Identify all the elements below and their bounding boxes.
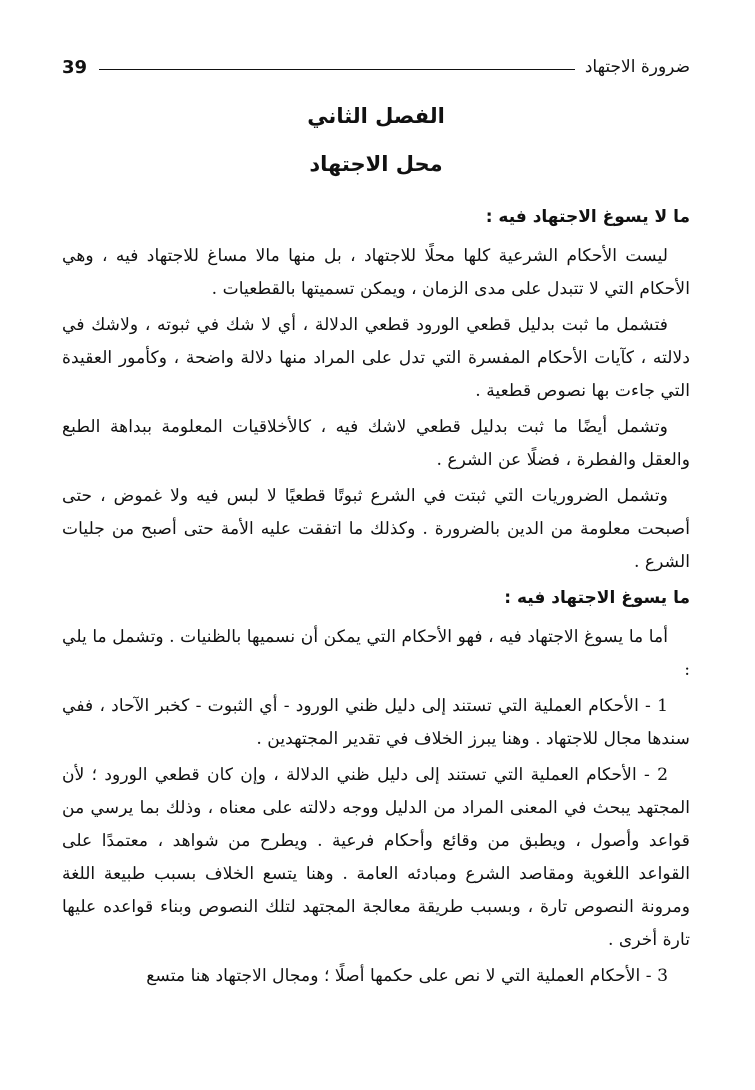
paragraph: ليست الأحكام الشرعية كلها محلًا للاجتهاد ، بل منها مالا مساغ للاجتهاد فيه ، وهي الأحكام التي لا تتبدل على مدى الزمان ، ويمكن تسميتها بالقطعيات . [62,246,690,299]
section-not-permissible [62,202,690,579]
section-heading: ما لا يسوغ الاجتهاد فيه : [485,207,690,227]
book-page [62,52,690,996]
chapter-subtitle: محل الاجتهاد [309,152,443,176]
paragraph: أما ما يسوغ الاجتهاد فيه ، فهو الأحكام التي يمكن أن نسميها بالظنيات . وتشمل ما يلي : [62,627,690,680]
running-header [62,52,690,82]
list-item: 1 - الأحكام العملية التي تستند إلى دليل ظني الورود - أي الثبوت - كخبر الآحاد ، ففي سندها مجال للاجتهاد . وهنا يبرز الخلاف في تقدير المجتهدين . [62,696,690,749]
page-number: 39 [62,56,88,78]
paragraph: وتشمل الضروريات التي ثبتت في الشرع ثبوتًا قطعيًا لا لبس فيه ولا غموض ، حتى أصبحت معلومة من الدين بالضرورة . وكذلك ما اتفقت عليه الأمة حتى أصبح من جليات الشرع . [62,486,690,572]
running-title: ضرورة الاجتهاد [584,57,690,77]
list-item: 3 - الأحكام العملية التي لا نص على حكمها أصلًا ؛ ومجال الاجتهاد هنا متسع [146,966,668,986]
header-rule [99,69,575,70]
paragraph: وتشمل أيضًا ما ثبت بدليل قطعي لاشك فيه ، كالأخلاقيات المعلومة ببداهة الطبع والعقل والفطرة ، فضلًا عن الشرع . [62,417,690,470]
chapter-title: الفصل الثاني [307,104,445,128]
list-item: 2 - الأحكام العملية التي تستند إلى دليل ظني الدلالة ، وإن كان قطعي الورود ؛ لأن المجتهد يبحث في المعنى المراد من الدليل ووجه دلالته على معناه ، وذلك بما يرسي من قواعد وأصول ، ويطبق من وقائع وأحكام فرعية . ويطرح من شواهد ، معتمدًا على القواعد اللغوية ومقاصد الشرع ومبادئه العامة . وهنا يتسع الخلاف بسبب طبيعة اللغة ومرونة النصوص تارة ، وبسبب طريقة معالجة المجتهد لتلك النصوص وبناء قواعده عليها تارة أخرى . [62,765,690,950]
section-heading: ما يسوغ الاجتهاد فيه : [504,588,690,608]
section-permissible [62,583,690,993]
paragraph: فتشمل ما ثبت بدليل قطعي الورود قطعي الدلالة ، أي لا شك في ثبوته ، ولاشك في دلالته ، كآيات الأحكام المفسرة التي تدل على المراد منها دلالة واضحة ، وكأمور العقيدة التي جاءت بها نصوص قطعية . [62,315,690,401]
